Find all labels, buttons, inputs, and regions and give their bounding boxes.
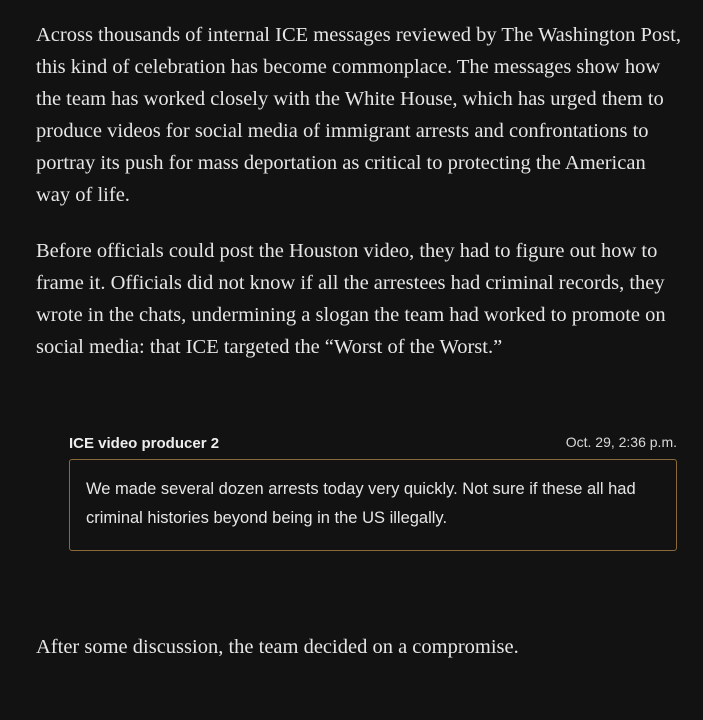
article-paragraph: Before officials could post the Houston video, they had to figure out how to frame it. Officials did not know if all the arrestees had criminal records, they wrote in the chats, undermining a slogan the team had worked to promote on social media: that ICE targeted the “Worst of the Worst.” — [36, 240, 666, 358]
article-paragraph: Across thousands of internal ICE messages reviewed by The Washington Post, this kind of celebration has become commonplace. The messages show how the team has worked closely with the White House, which has urged them to produce videos for social media of immigrant arrests and confrontations to portray its push for mass deportation as critical to protecting the American way of life. — [36, 24, 681, 206]
chat-timestamp: Oct. 29, 2:36 p.m. — [565, 434, 677, 450]
chat-sender-name: ICE video producer 2 — [69, 435, 220, 452]
article-paragraph: After some discussion, the team decided on a compromise. — [36, 636, 519, 658]
chat-message-bubble: We made several dozen arrests today very quickly. Not sure if these all had criminal histories beyond being in the US illegally. — [69, 459, 677, 551]
chat-message — [69, 432, 677, 551]
chat-message-header — [69, 432, 677, 458]
